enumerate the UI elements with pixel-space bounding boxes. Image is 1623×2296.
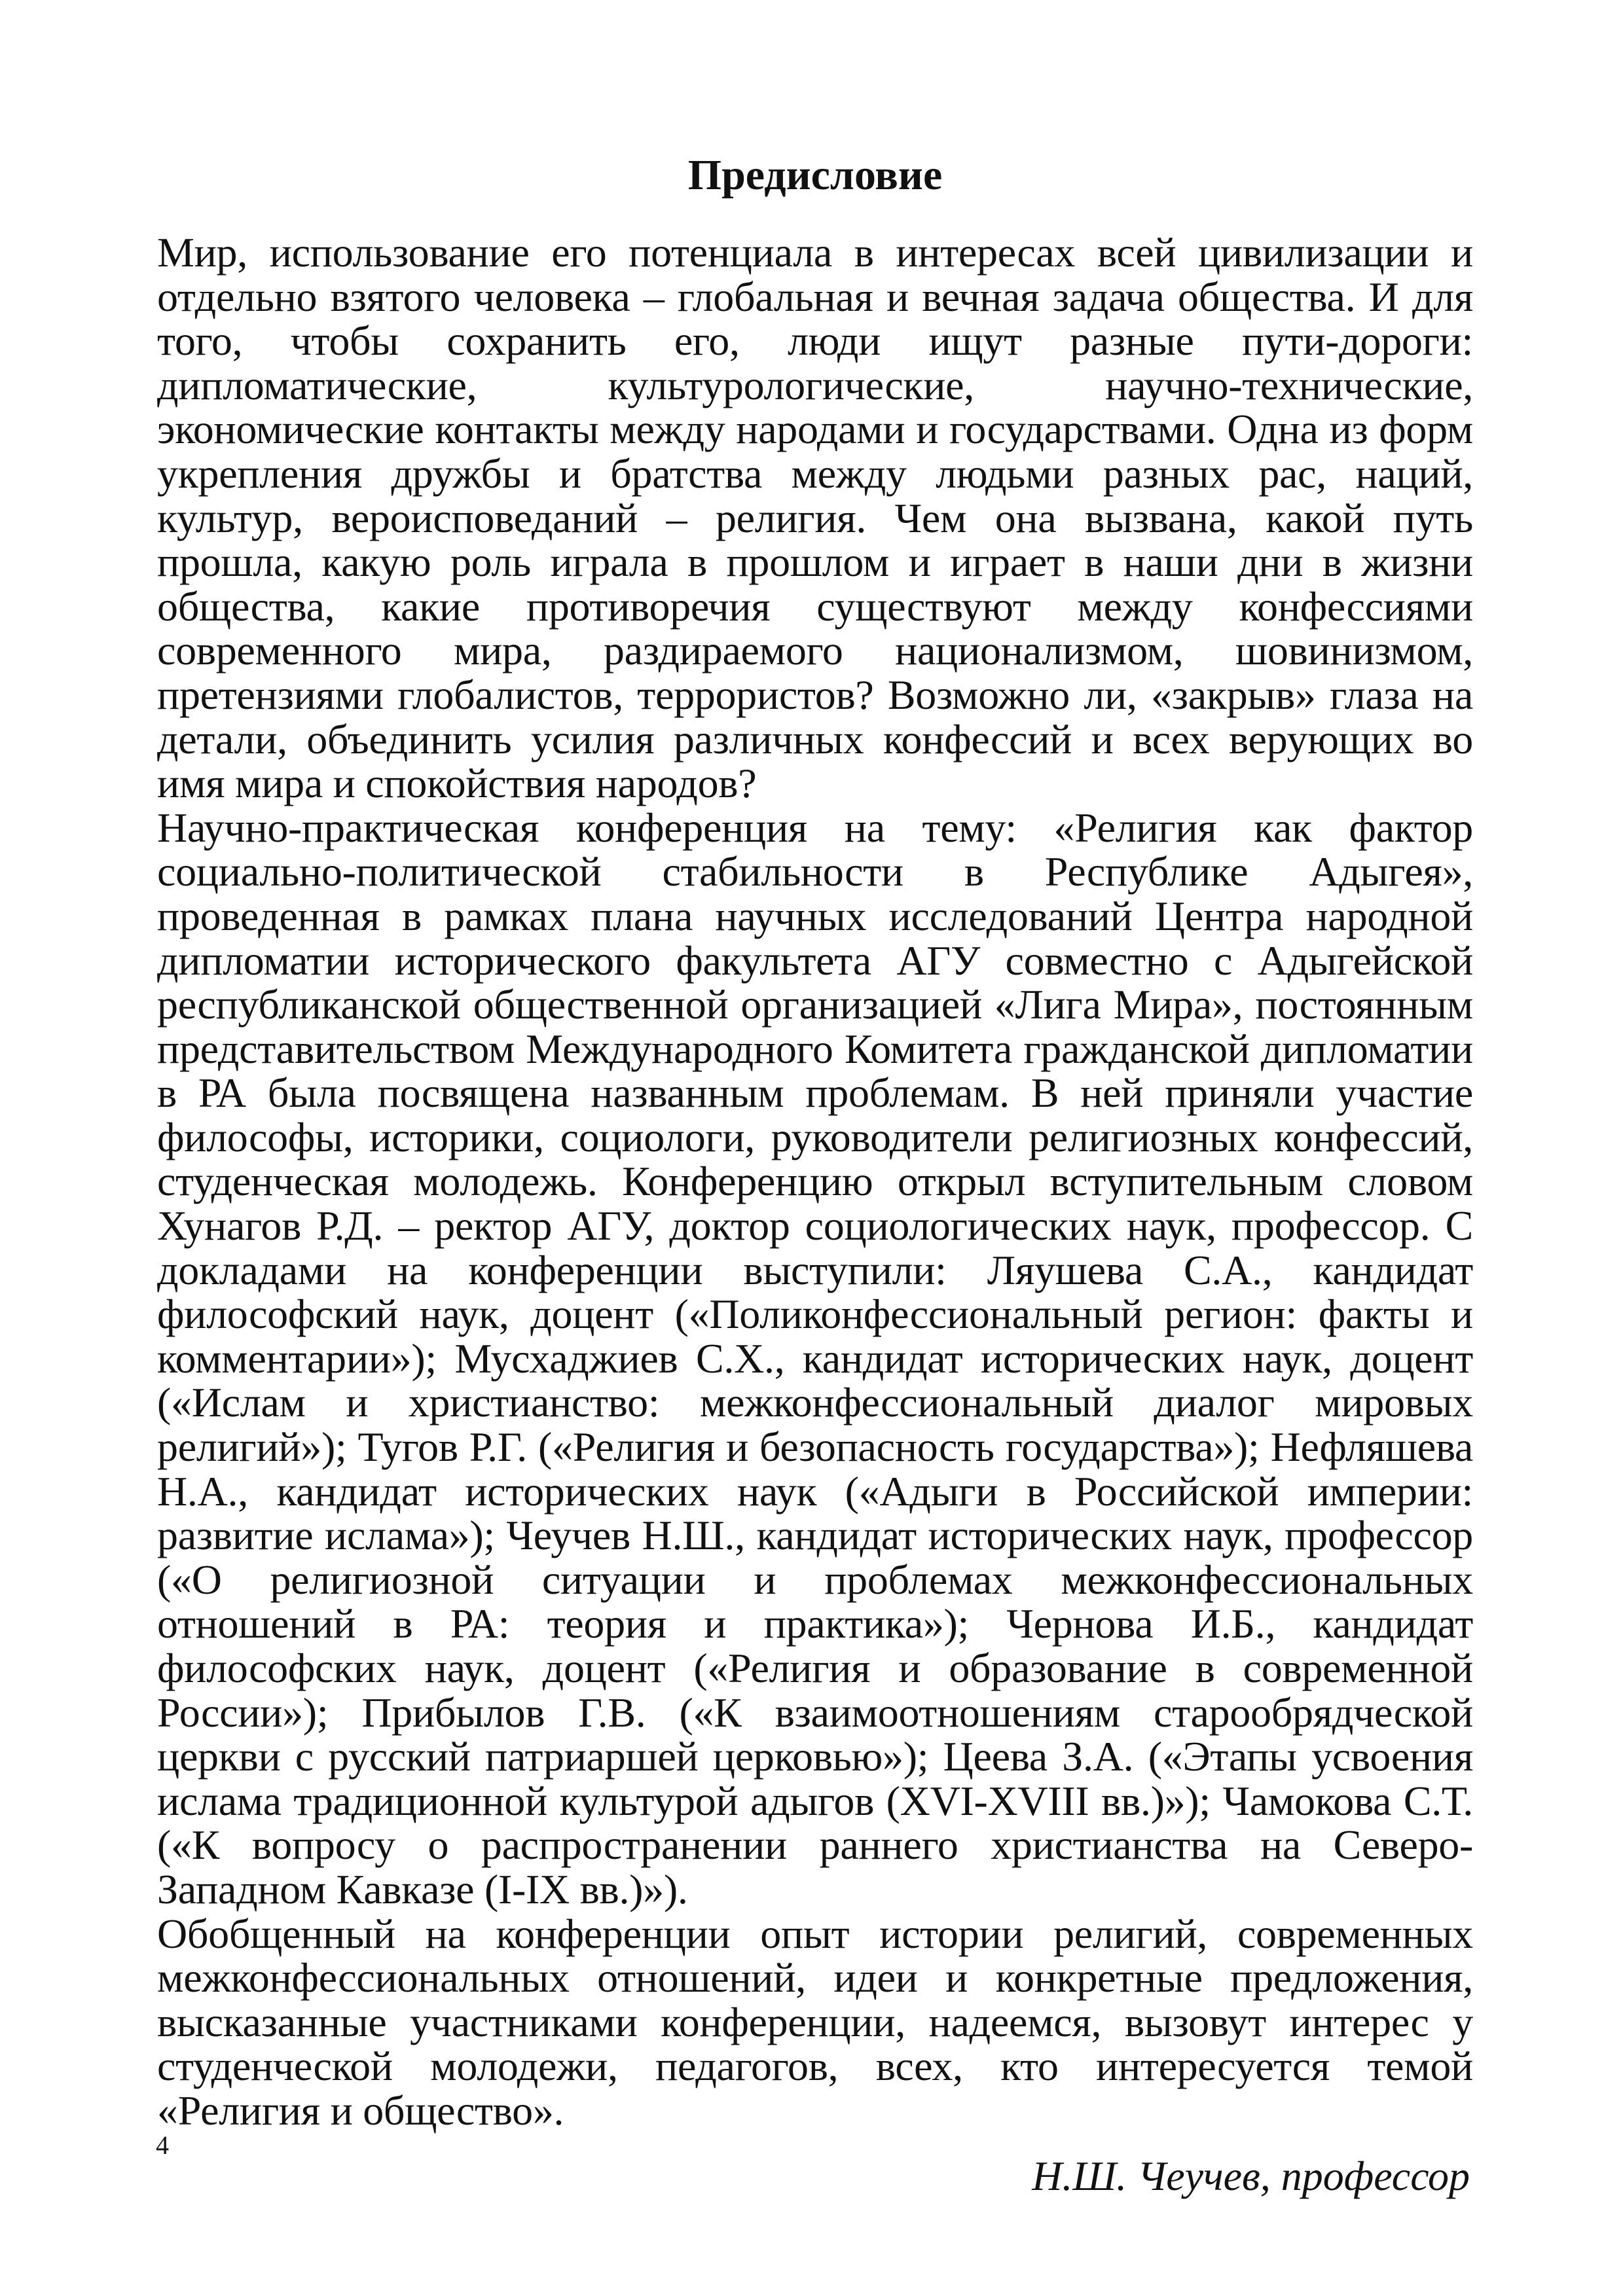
paragraph-conclusion: Обобщенный на конференции опыт истории религий, современных межконфессиональных отношений, идеи и конкретные предложения, высказанные участниками конференции, надеемся, вызовут интерес у студенческой молодежи, педагогов, всех, кто интересуется темой «Религия и общество». <box>157 1910 1473 2134</box>
paragraph-conference: Научно-практическая конференция на тему: «Религия как фактор социально-политической стабильности в Республике Адыгея», проведенная в рамках плана научных исследований Центра народной дипломатии исторического факультета АГУ совместно с Адыгейской республиканской общественной организацией «Лига Мира», постоянным представительством Международного Комитета гражданской дипломатии в РА была посвящена названным проблемам. В ней приняли участие философы, историки, социологи, руководители религиозных конфессий, студенческая молодежь. Конференцию открыл вступительным словом Хунагов Р.Д. – ректор АГУ, доктор социологических наук, профессор. С докладами на конференции выступили: Ляушева С.А., кандидат философский наук, доцент («Поликонфессиональный регион: факты и комментарии»); Мусхаджиев С.Х., кандидат исторических наук, доцент («Ислам и христианство: межконфессиональный диалог мировых религий»); Тугов Р.Г. («Религия и безопасность государства»); Нефляшева Н.А., кандидат исторических наук («Адыги в Российской империи: развитие ислама»); Чеучев Н.Ш., кандидат исторических наук, профессор («О религиозной ситуации и проблемах межконфессиональных отношений в РА: теория и практика»); Чернова И.Б., кандидат философских наук, доцент («Религия и образование в современной России»); Прибылов Г.В. («К взаимоотношениям старообрядческой церкви с русский патриаршей церковью»); Цеева З.А. («Этапы усвоения ислама традиционной культурой адыгов (XVI-XVIII вв.)»); Чамокова С.Т. («К вопросу о распространении раннего христианства на Северо-Западном Кавказе (I-IX вв.)»). <box>157 804 1473 1912</box>
page-title: Предисловие <box>687 151 943 199</box>
author-signature: Н.Ш. Чеучев, профессор <box>1032 2153 1470 2199</box>
page-number: 4 <box>156 2130 169 2160</box>
body-text <box>157 230 1473 2133</box>
paragraph-intro: Мир, использование его потенциала в интересах всей цивилизации и отдельно взятого человека – глобальная и вечная задача общества. И для того, чтобы сохранить его, люди ищут разные пути-дороги: дипломатические, культурологические, научно-технические, экономические контакты между народами и государствами. Одна из форм укрепления дружбы и братства между людьми разных рас, наций, культур, вероисповеданий – религия. Чем она вызвана, какой путь прошла, какую роль играла в прошлом и играет в наши дни в жизни общества, какие противоречия существуют между конфессиями современного мира, раздираемого национализмом, шовинизмом, претензиями глобалистов, террористов? Возможно ли, «закрыв» глаза на детали, объединить усилия различных конфессий и всех верующих во имя мира и спокойствия народов? <box>157 229 1473 807</box>
